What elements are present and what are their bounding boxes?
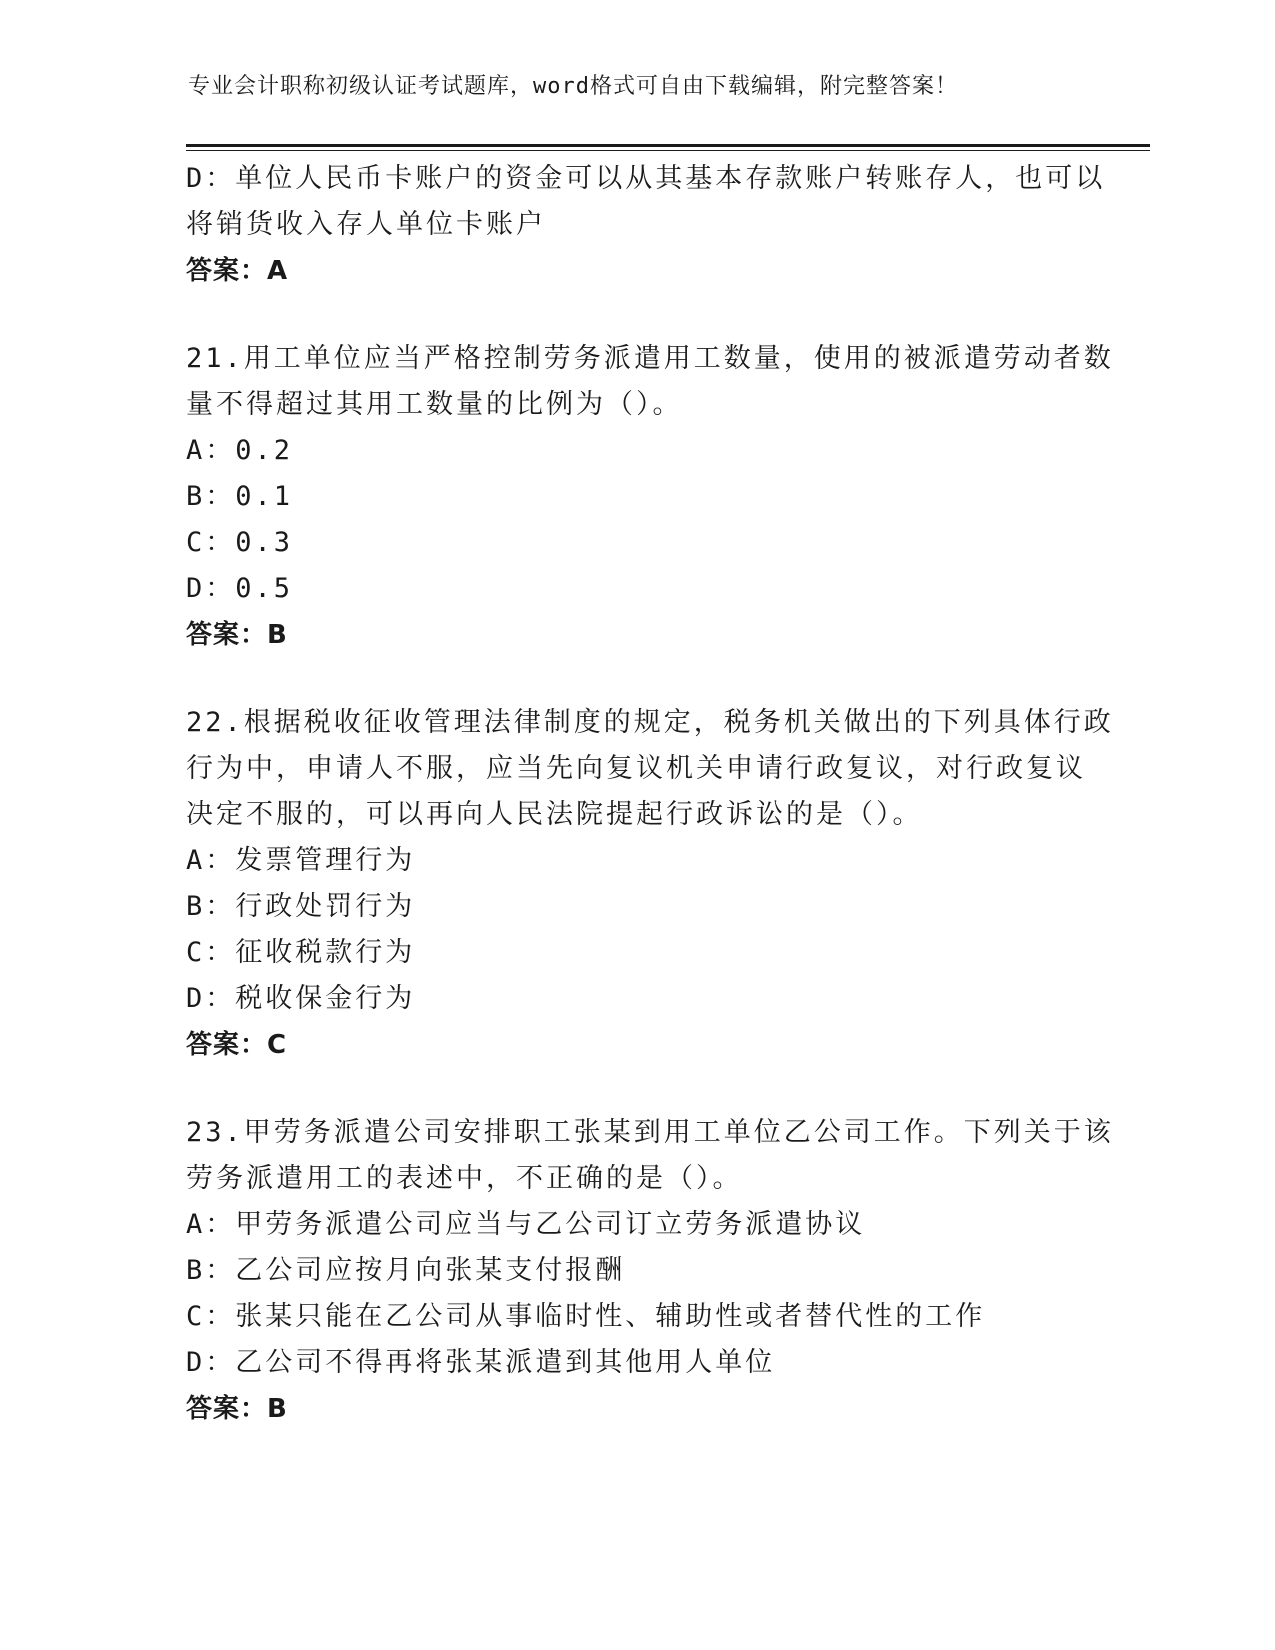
option-c: C：征收税款行为 (186, 937, 416, 968)
question-stem-continued: 量不得超过其用工数量的比例为（）。 (186, 389, 683, 420)
question-stem-continued: 劳务派遣用工的表述中，不正确的是（）。 (186, 1163, 743, 1194)
header-rule-thin (186, 150, 1150, 151)
exam-content (186, 156, 1114, 1432)
answer-line: 答案：C (186, 1030, 288, 1060)
option-d: D：0.5 (186, 573, 294, 604)
option-c: C：0.3 (186, 527, 294, 558)
option-c: C：张某只能在乙公司从事临时性、辅助性或者替代性的工作 (186, 1301, 986, 1332)
question-21 (186, 336, 1114, 658)
header-rule-thick (186, 144, 1150, 147)
option-d: D：税收保金行为 (186, 983, 416, 1014)
question-22 (186, 700, 1114, 1068)
option-d: D：单位人民币卡账户的资金可以从其基本存款账户转账存人，也可以 (186, 163, 1106, 194)
page-header: 专业会计职称初级认证考试题库，word格式可自由下载编辑，附完整答案！ (188, 74, 958, 99)
option-b: B：0.1 (186, 481, 294, 512)
question-stem: 22.根据税收征收管理法律制度的规定，税务机关做出的下列具体行政 (186, 707, 1114, 738)
option-d-continued: 将销货收入存人单位卡账户 (186, 209, 546, 240)
option-b: B：乙公司应按月向张某支付报酬 (186, 1255, 626, 1286)
question-stem: 23.甲劳务派遣公司安排职工张某到用工单位乙公司工作。下列关于该 (186, 1117, 1114, 1148)
answer-line: 答案：A (186, 256, 289, 286)
question-stem: 21.用工单位应当严格控制劳务派遣用工数量，使用的被派遣劳动者数 (186, 343, 1114, 374)
question-23 (186, 1110, 1114, 1432)
option-d: D：乙公司不得再将张某派遣到其他用人单位 (186, 1347, 776, 1378)
option-a: A：甲劳务派遣公司应当与乙公司订立劳务派遣协议 (186, 1209, 866, 1240)
option-a: A：发票管理行为 (186, 845, 416, 876)
question-20-tail (186, 156, 1106, 294)
answer-line: 答案：B (186, 1394, 288, 1424)
option-a: A：0.2 (186, 435, 294, 466)
option-b: B：行政处罚行为 (186, 891, 416, 922)
question-stem-continued: 行为中，申请人不服，应当先向复议机关申请行政复议，对行政复议 (186, 753, 1086, 784)
question-stem-continued: 决定不服的，可以再向人民法院提起行政诉讼的是（）。 (186, 799, 923, 830)
answer-line: 答案：B (186, 620, 288, 650)
